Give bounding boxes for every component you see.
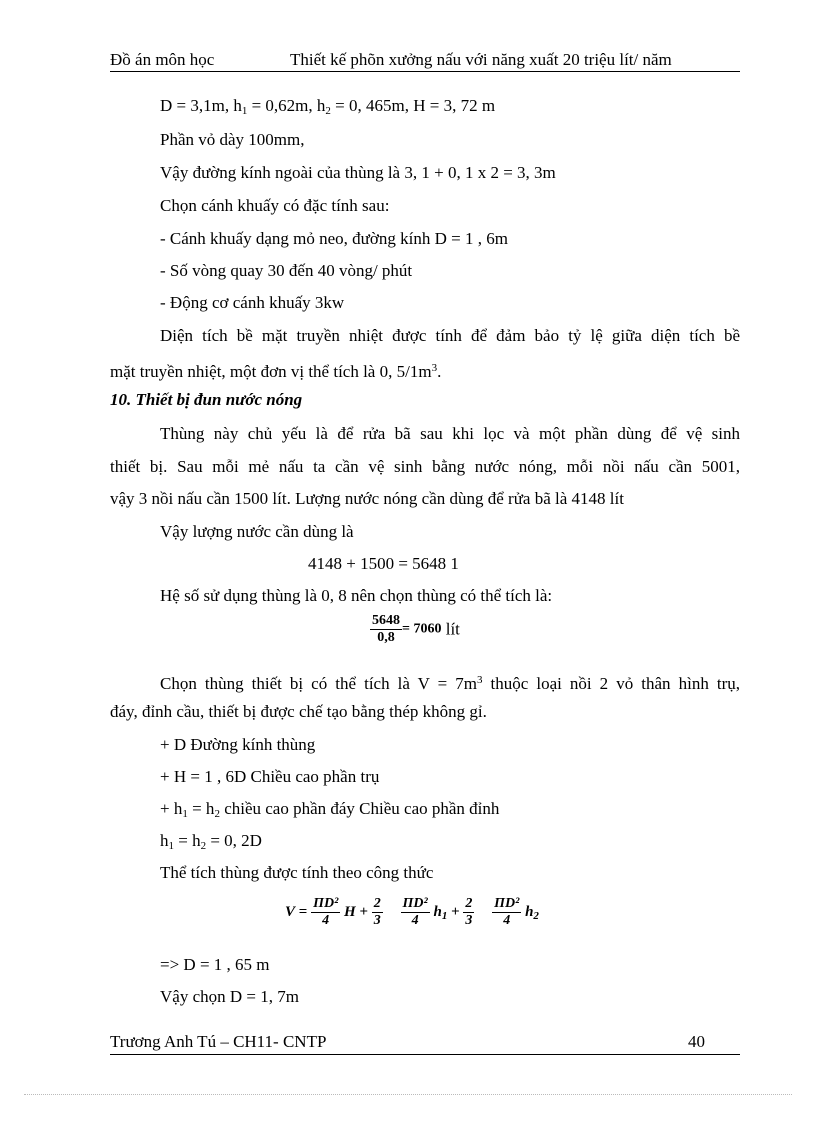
- para-line2: thiết bị. Sau mỗi mẻ nấu ta cần vệ sinh bằng nước nóng, mỗi nồi nấu cần 5001,: [110, 457, 740, 476]
- para-line3: vậy 3 nồi nấu cần 1500 lít. Lượng nước nóng cần dùng để rửa bã là 4148 lít: [110, 489, 624, 508]
- section-heading: 10. Thiết bị đun nước nóng: [110, 390, 303, 409]
- outer-diameter: Vậy đường kính ngoài của thùng là 3, 1 + 0, 1 x 2 = 3, 3m: [160, 163, 556, 182]
- tank-choice-line1: Chọn thùng thiết bị có thể tích là $V = 7m^3$ thuộc loại nồi 2 vỏ thân hình trụ,: [160, 674, 740, 693]
- param-h1-h2: + $h_1 = h_2$ chiều cao phần đáy Chiều cao phần đỉnh: [160, 799, 500, 820]
- volume-fraction: $\frac{5648}{0,8}$ = 7060 lít: [372, 613, 460, 645]
- footer-rule: [110, 1054, 740, 1055]
- heat-area-line2: mặt truyền nhiệt, một đơn vị thể tích là 0, $5/1m^3$.: [110, 362, 442, 381]
- footer-author: Trương Anh Tú – CH11- CNTP: [110, 1032, 327, 1051]
- water-sum: 4148 + 1500 = 5648 1: [308, 554, 459, 573]
- shell-thickness: Phần vỏ dày 100mm,: [160, 130, 305, 149]
- chosen-d: Vậy chọn D = 1, 7m: [160, 987, 299, 1006]
- param-h-value: $h_1 = h_2 = 0$, 2D: [160, 831, 262, 852]
- agitator-type: - Cánh khuấy dạng mỏ neo, đường kính D = 1 , 6m: [160, 229, 508, 248]
- page-edge: [24, 1094, 792, 1095]
- water-needed: Vậy lượng nước cần dùng là: [160, 522, 354, 541]
- dimension-line: D = 3,1m, $h_1 = 0,62m$, $h_2 = 0$, 465m, H = 3, 72 m: [160, 96, 496, 117]
- header-right: Thiết kế phõn xưởng nấu với năng xuất 20 triệu lít/ năm: [290, 50, 672, 69]
- header-left: Đồ án môn học: [110, 50, 215, 69]
- result-d: => D = 1 , 65 m: [160, 955, 270, 974]
- header-rule: [110, 71, 740, 72]
- agitator-motor: - Động cơ cánh khuấy 3kw: [160, 293, 345, 312]
- para-line1: Thùng này chủ yếu là để rửa bã sau khi lọc và một phần dùng để vệ sinh: [160, 424, 740, 443]
- heat-area-line1: Diện tích bề mặt truyền nhiệt được tính để đảm bảo tỷ lệ giữa diện tích bề: [160, 326, 740, 345]
- fraction: $\frac{5648}{0,8}$: [372, 613, 400, 645]
- page-number: 40: [688, 1032, 705, 1051]
- volume-formula: V = $\frac{\text{ΠD²}}{4}$ H + $\frac{2}{3}$ $\frac{\text{ΠD²}}{4}$ $h_1$ + $\frac{2}{3}$ $\frac{\text{ΠD²}}{4}$ $h_2$: [285, 896, 539, 928]
- agitator-intro: Chọn cánh khuấy có đặc tính sau:: [160, 196, 390, 215]
- param-h: + H = 1 , 6D Chiều cao phần trụ: [160, 767, 380, 786]
- agitator-speed: - Số vòng quay 30 đến 40 vòng/ phút: [160, 261, 413, 280]
- usage-factor: Hệ số sử dụng thùng là 0, 8 nên chọn thùng có thể tích là:: [160, 586, 553, 605]
- param-d: + D Đường kính thùng: [160, 735, 316, 754]
- tank-choice-line2: đáy, đỉnh cầu, thiết bị được chế tạo bằng thép không gỉ.: [110, 702, 487, 721]
- volume-formula-intro: Thể tích thùng được tính theo công thức: [160, 863, 434, 882]
